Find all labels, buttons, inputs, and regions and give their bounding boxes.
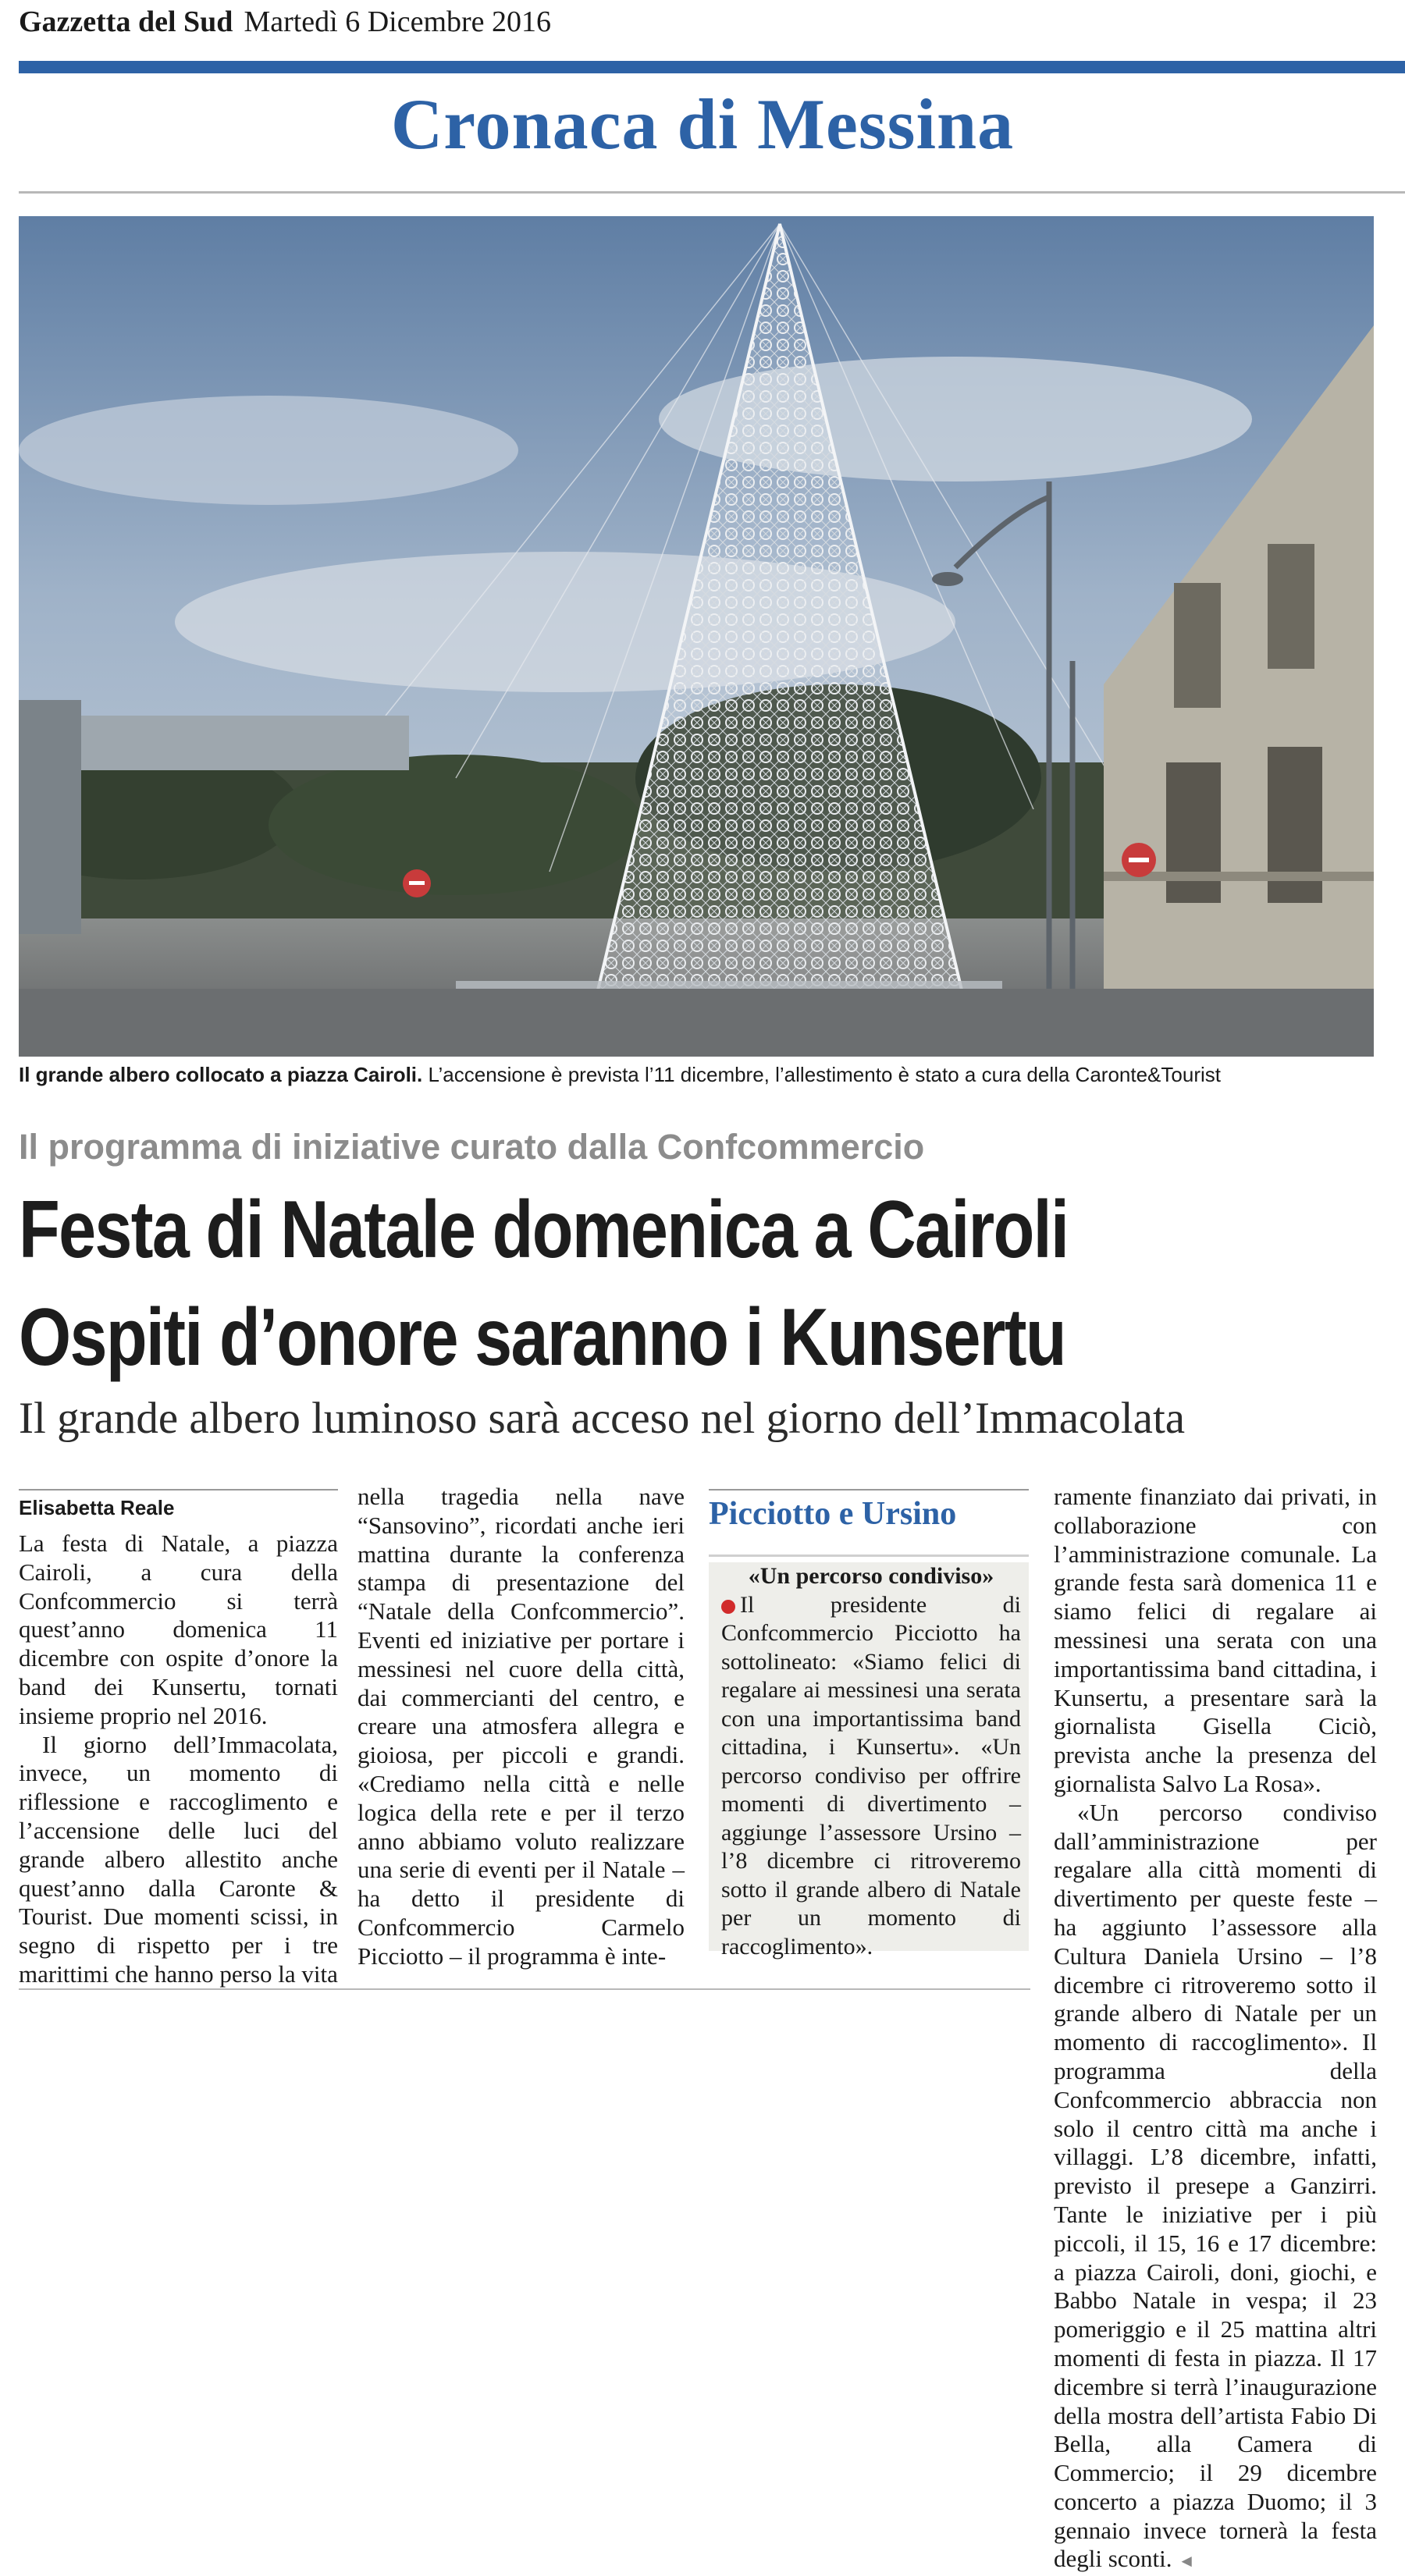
caption-text: L’accensione è prevista l’11 dicembre, l’allestimento è stato a cura della Caronte&Tourist xyxy=(422,1063,1221,1086)
newspaper-name: Gazzetta del Sud xyxy=(19,5,233,38)
masthead-rule xyxy=(19,61,1405,73)
subheadline: Il grande albero luminoso sarà acceso nel giorno dell’Immacolata xyxy=(19,1394,1186,1443)
sidebar-paragraph xyxy=(721,1591,1021,1962)
article-paragraph: nella tragedia nella nave “Sansovino”, ricordati anche ieri mattina durante la conferenza stampa di presentazione del “Natale della Confcommercio”. Eventi ed iniziative per portare i messinesi nel cuore della città, dai commercianti del centro, e creare una atmosfera allegra e gioiosa, per piccoli e grandi. «Crediamo nella città e nelle logica della rete e per il terzo anno abbiamo voluto realizzare una serie di eventi per il Natale – ha detto il presidente di Confcommercio Carmelo Picciotto – il programma è inte- xyxy=(357,1483,685,1970)
masthead xyxy=(19,5,551,41)
article-column-2 xyxy=(357,1483,685,1971)
article-paragraph: ramente finanziato dai privati, in collaborazione con l’amministrazione comunale. La grande festa sarà domenica 11 e siamo felici di regalare ai messinesi una serata con una importantissima band cittadina, i Kunsertu, a presentare sarà la giornalista Gisella Ciciò, prevista anche la presenza del giornalista Salvo La Rosa». xyxy=(1054,1483,1377,1797)
byline-rule xyxy=(19,1489,338,1491)
red-bullet-icon xyxy=(721,1600,735,1614)
sidebar-body: Il presidente di Confcommercio Picciotto ha sottolineato: «Siamo felici di regalare ai messinesi una serata con una importantissima band cittadina, i Kunsertu». «Un percorso condiviso per offrire momenti di divertimento – aggiunge l’assessore Ursino – l’8 dicembre ci ritroveremo sotto il grande albero di Natale per un momento di raccoglimento». xyxy=(721,1591,1021,1960)
photo-caption xyxy=(19,1060,1393,1089)
article-paragraph: Il giorno dell’Immacolata, invece, un momento di riflessione e raccoglimento e l’accensione delle luci del grande albero allestito anche quest’anno dalla Caronte & Tourist. Due momenti scissi, in segno di rispetto per i tre marittimi che hanno perso la vita xyxy=(19,1730,338,1988)
byline: Elisabetta Reale xyxy=(19,1496,175,1519)
kicker: Il programma di iniziative curato dalla Confcommercio xyxy=(19,1127,925,1167)
section-divider xyxy=(19,191,1405,194)
article-bottom-rule xyxy=(19,1988,1030,1990)
section-title: Cronaca di Messina xyxy=(390,84,1015,164)
article-paragraph xyxy=(1054,1799,1377,2576)
article-paragraph-text: «Un percorso condiviso dall’amministrazione per regalare alla città momenti di divertimento per queste feste – ha aggiunto l’assessore alla Cultura Daniela Ursino – l’8 dicembre ci ritroveremo sotto il grande albero di Natale per un momento di raccoglimento». Il programma della Confcommercio abbraccia non solo il centro città ma anche i villaggi. L’8 dicembre, infatti, previsto il presepe a Ganzirri. Tante le iniziative per i più piccoli, il 15, 16 e 17 dicembre: a piazza Cairoli, doni, giochi, e Babbo Natale in vespa; il 23 pomeriggio e il 25 mattina altri momenti di festa in piazza. Il 17 dicembre si terrà l’inaugurazione della mostra dell’artista Fabio Di Bella, alla Camera di Commercio; il 29 dicembre concerto a piazza Duomo; il 3 gennaio invece tornerà la festa degli sconti. xyxy=(1054,1798,1377,2573)
issue-date: Martedì 6 Dicembre 2016 xyxy=(244,5,552,38)
article-column-1 xyxy=(19,1530,338,1989)
article-column-3 xyxy=(1054,1483,1377,2576)
sidebar-lead: «Un percorso condiviso» xyxy=(748,1563,994,1589)
headline-line-2: Ospiti d’onore saranno i Kunsertu xyxy=(19,1292,1065,1383)
sidebar-top-rule xyxy=(709,1489,1029,1491)
end-mark-icon: ◄ xyxy=(1178,2551,1196,2571)
caption-lead: Il grande albero collocato a piazza Cairoli. xyxy=(19,1063,423,1086)
article-paragraph: La festa di Natale, a piazza Cairoli, a cura della Confcommercio si terrà quest’anno domenica 11 dicembre con ospite d’onore la band dei Kunsertu, tornati insieme proprio nel 2016. xyxy=(19,1530,338,1729)
sidebar-text-block xyxy=(721,1562,1021,1961)
sidebar-title: Picciotto e Ursino xyxy=(709,1496,957,1532)
christmas-tree-photo xyxy=(19,216,1374,1057)
sidebar-title-rule xyxy=(709,1554,1029,1557)
headline-line-1: Festa di Natale domenica a Cairoli xyxy=(19,1185,1069,1275)
